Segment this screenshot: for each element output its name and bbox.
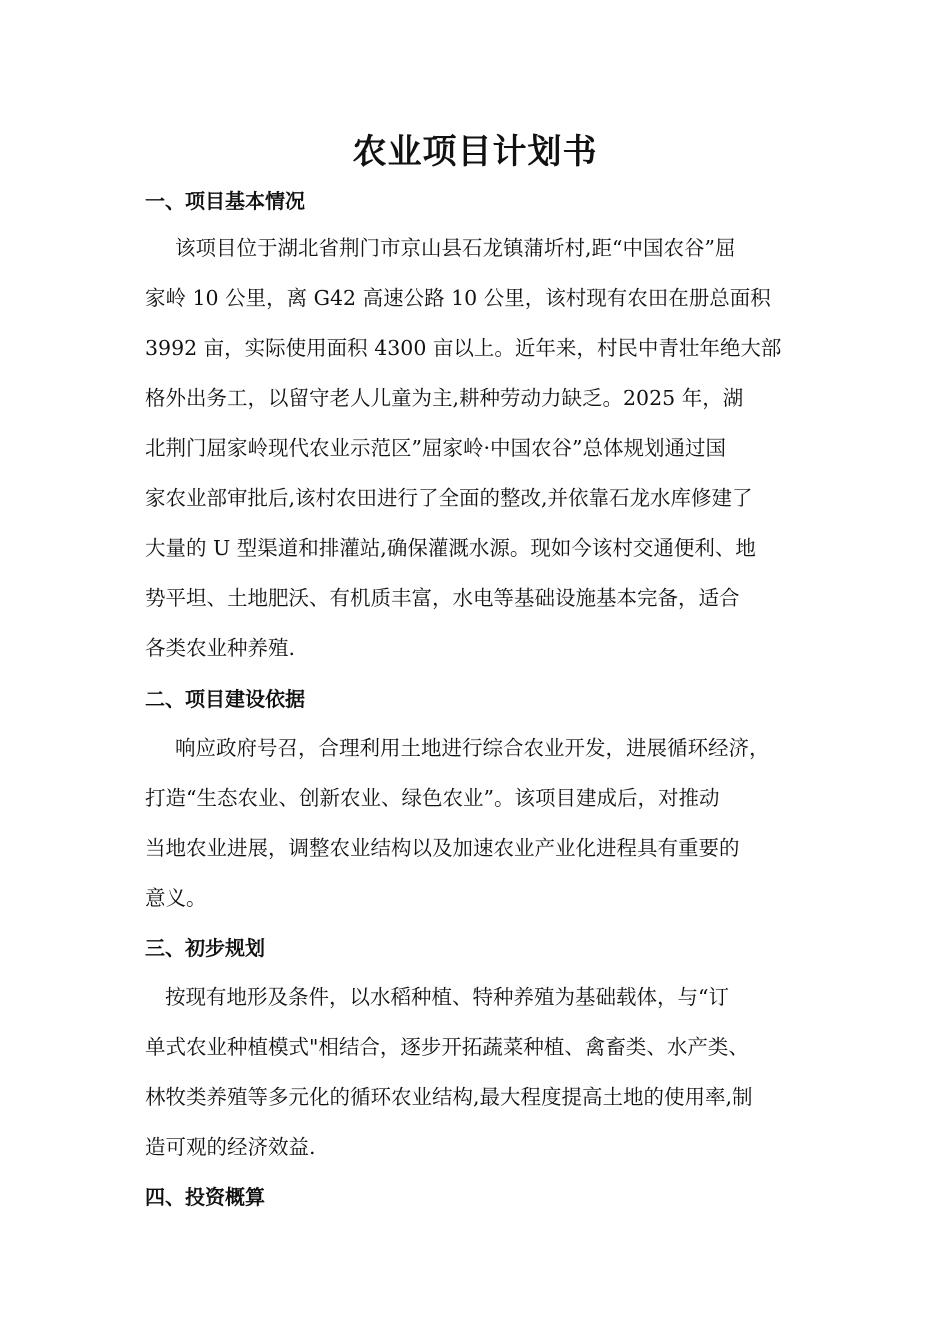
paragraph-line: 林牧类养殖等多元化的循环农业结构,最大程度提高土地的使用率,制 (145, 1085, 753, 1109)
paragraph-line: 北荆门屈家岭现代农业示范区”屈家岭·中国农谷”总体规划通过国 (145, 436, 726, 460)
paragraph-line: 当地农业进展，调整农业结构以及加速农业产业化进程具有重要的 (145, 836, 740, 860)
section-heading-investment: 四、投资概算 (145, 1185, 265, 1209)
paragraph-line: 家农业部审批后,该村农田进行了全面的整改,并依靠石龙水库修建了 (145, 486, 753, 510)
paragraph-line: 各类农业种养殖. (145, 636, 296, 660)
paragraph-line: 单式农业种植模式"相结合，逐步开拓蔬菜种植、禽畜类、水产类、 (145, 1035, 749, 1059)
paragraph-line: 响应政府号召，合理利用土地进行综合农业开发，进展循环经济， (175, 736, 770, 760)
section-heading-basis: 二、项目建设依据 (145, 687, 305, 711)
paragraph-line: 造可观的经济效益. (145, 1135, 316, 1159)
section-paragraph-basis (145, 723, 825, 923)
paragraph-line: 意义。 (145, 886, 207, 910)
paragraph-line: 格外出务工，以留守老人儿童为主,耕种劳动力缺乏。2025 年，湖 (145, 386, 744, 410)
paragraph-line: 该项目位于湖北省荆门市京山县石龙镇蒲圻村,距“中国农谷”屈 (175, 236, 736, 260)
paragraph-line: 势平坦、土地肥沃、有机质丰富，水电等基础设施基本完备，适合 (145, 586, 740, 610)
paragraph-line: 3992 亩，实际使用面积 4300 亩以上。近年来，村民中青壮年绝大部 (145, 336, 782, 360)
section-heading-plan: 三、初步规划 (145, 936, 265, 960)
document-title: 农业项目计划书 (352, 132, 598, 172)
section-paragraph-basic-info (145, 223, 825, 673)
section-heading-basic-info: 一、项目基本情况 (145, 189, 305, 213)
paragraph-line: 按现有地形及条件，以水稻种植、特种养殖为基础载体，与“订 (165, 985, 729, 1009)
paragraph-line: 大量的 U 型渠道和排灌站,确保灌溉水源。现如今该村交通便利、地 (145, 536, 756, 560)
paragraph-line: 打造“生态农业、创新农业、绿色农业”。该项目建成后，对推动 (145, 786, 720, 810)
section-paragraph-plan (145, 972, 825, 1172)
paragraph-line: 家岭 10 公里，离 G42 高速公路 10 公里，该村现有农田在册总面积 (145, 286, 771, 310)
